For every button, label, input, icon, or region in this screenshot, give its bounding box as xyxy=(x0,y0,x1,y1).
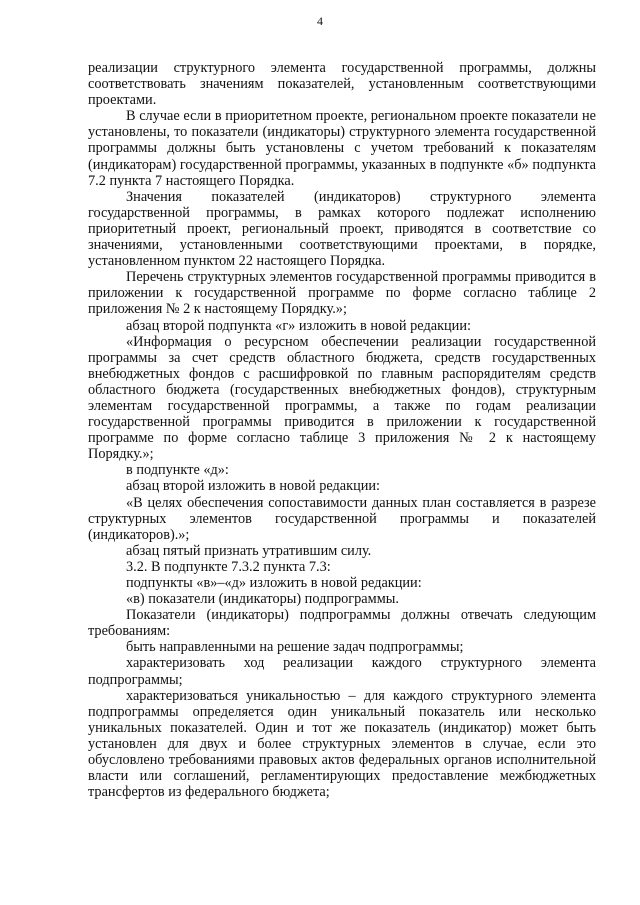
paragraph: «в) показатели (индикаторы) подпрограммы. xyxy=(126,591,399,608)
paragraph: 3.2. В подпункте 7.3.2 пункта 7.3: xyxy=(126,558,331,575)
paragraph: быть направленными на решение задач подпрограммы; xyxy=(126,639,464,656)
paragraph: Значения показателей (индикаторов) структурного элемента государственной программы, в рамках которого подлежат исполнению приоритетный проект, региональный проект, приводятся в соответствие со значениями, установленными соответствующими проектами, в порядке, установленном пунктом 22 настоящего Порядка. xyxy=(88,188,596,270)
paragraph: подпункты «в»–«д» изложить в новой редакции: xyxy=(126,575,422,591)
paragraph: Показатели (индикаторы) подпрограммы должны отвечать следующим требованиям: xyxy=(88,607,596,640)
paragraph: абзац второй подпункта «г» изложить в новой редакции: xyxy=(126,317,471,334)
paragraph: абзац второй изложить в новой редакции: xyxy=(126,478,381,495)
paragraph: реализации структурного элемента государственной программы, должны соответствовать значениям показателей, установленным соответствующими проектами. xyxy=(88,60,596,109)
paragraph: характеризоваться уникальностью – для каждого структурного элемента подпрограммы определяется один уникальный показатель или несколько уникальных показателей. Один и тот же показатель (индикатор) может быть установлен для двух и более структурных элементов в случае, если это обусловлено требованиями правовых актов федеральных органов исполнительной власти или соглашений, регламентирующих предоставление межбюджетных трансфертов из федерального бюджета; xyxy=(88,687,596,801)
paragraph: в подпункте «д»: xyxy=(126,462,229,479)
paragraph: «В целях обеспечения сопоставимости данных план составляется в разрезе структурных элементов государственной программы и показателей (индикаторов).»; xyxy=(88,494,596,543)
paragraph: В случае если в приоритетном проекте, региональном проекте показатели не установлены, то показатели (индикаторы) структурного элемента государственной программы должны быть установлены с учетом требований к показателям (индикаторам) государственной программы, указанных в подпункте «б» подпункта 7.2 пункта 7 настоящего Порядка. xyxy=(88,108,596,189)
paragraph: абзац пятый признать утратившим силу. xyxy=(126,542,372,559)
paragraph: характеризовать ход реализации каждого структурного элемента подпрограммы; xyxy=(88,655,596,688)
paragraph: «Информация о ресурсном обеспечении реализации государственной программы за счет средств областного бюджета, средств государственных внебюджетных фондов с расшифровкой по главным распорядителям средств областного бюджета (государственных внебюджетных фондов), структурным элементам государственной программы, а также по годам реализации государственной программы приводится в приложении к государственной программе по форме согласно таблице 3 приложения № 2 к настоящему Порядку.»; xyxy=(88,333,596,463)
document-body xyxy=(88,60,596,800)
paragraph: Перечень структурных элементов государственной программы приводится в приложении к государственной программе по форме согласно таблице 2 приложения № 2 к настоящему Порядку.»; xyxy=(88,269,596,318)
page-number: 4 xyxy=(317,14,323,28)
